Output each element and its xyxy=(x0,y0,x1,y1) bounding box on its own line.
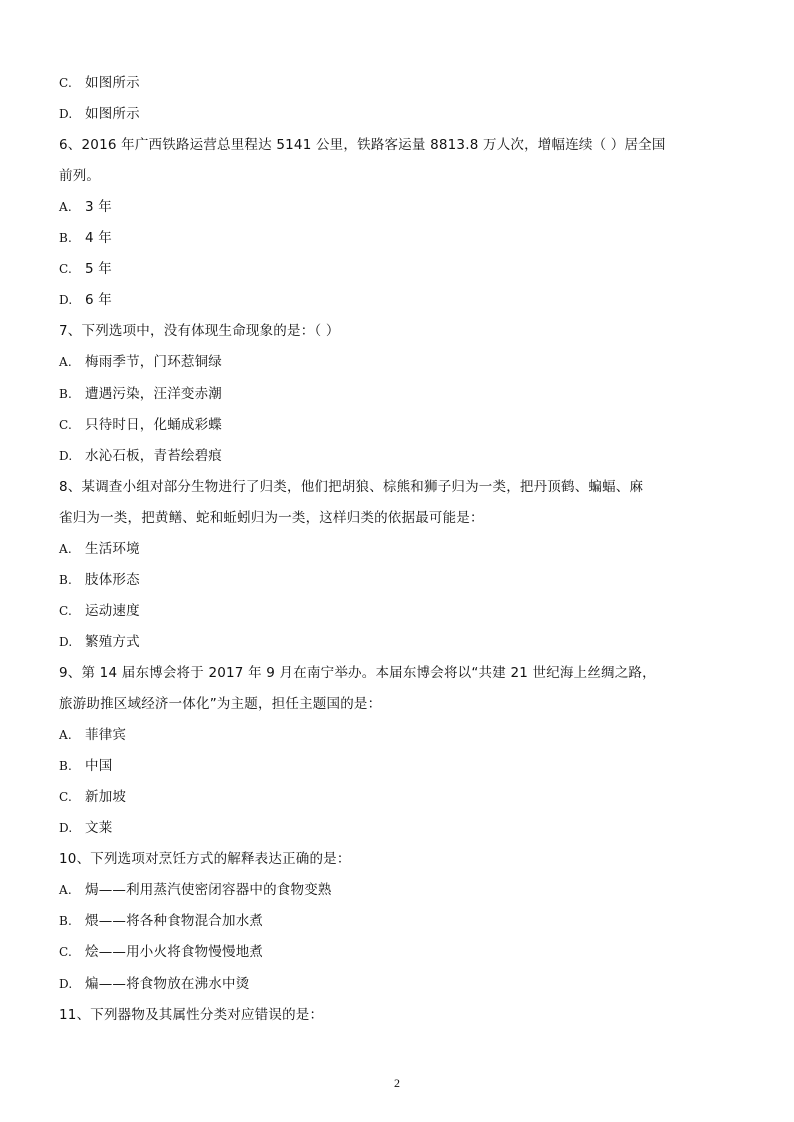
answer-option xyxy=(59,975,249,993)
answer-option xyxy=(59,819,112,837)
answer-option xyxy=(59,571,140,589)
option-text: 烩——用小火将食物慢慢地煮 xyxy=(85,944,264,961)
option-letter: A. xyxy=(59,728,72,743)
question-text: 前列。 xyxy=(59,168,101,185)
answer-option xyxy=(59,416,222,434)
answer-option xyxy=(59,198,112,216)
option-text: 水沁石板，青苔绘碧痕 xyxy=(85,447,222,464)
question-text: 6、2016 年广西铁路运营总里程达 5141 公里，铁路客运量 8813.8 万人次，增幅连续（ ）居全国 xyxy=(59,137,666,154)
option-letter: D. xyxy=(59,293,73,308)
answer-option xyxy=(59,757,112,775)
option-text: 4 年 xyxy=(85,230,112,247)
option-text: 梅雨季节，门环惹铜绿 xyxy=(85,354,222,371)
option-letter: C. xyxy=(59,945,72,960)
option-text: 如图所示 xyxy=(85,75,140,91)
option-text: 肢体形态 xyxy=(85,571,140,588)
answer-option xyxy=(59,881,332,899)
option-letter: D. xyxy=(59,448,73,463)
answer-option xyxy=(59,912,263,930)
answer-option xyxy=(59,540,140,558)
option-text: 文莱 xyxy=(85,820,113,837)
answer-option xyxy=(59,726,126,744)
answer-option xyxy=(59,229,112,247)
option-letter: B. xyxy=(59,386,73,401)
option-text: 焗——利用蒸汽使密闭容器中的食物变熟 xyxy=(85,882,332,899)
option-letter: A. xyxy=(59,355,72,370)
option-letter: B. xyxy=(59,914,73,929)
question-text: 雀归为一类，把黄鳝、蛇和蚯蚓归为一类，这样归类的依据最可能是： xyxy=(59,509,484,526)
answer-option xyxy=(59,105,140,123)
option-letter: B. xyxy=(59,759,73,774)
option-letter: C. xyxy=(59,603,72,618)
question-text: 旅游助推区域经济一体化”为主题，担任主题国的是： xyxy=(59,696,382,712)
answer-option xyxy=(59,943,263,961)
answer-option xyxy=(59,633,140,651)
option-text: 只待时日，化蛹成彩蝶 xyxy=(85,416,222,433)
answer-option xyxy=(59,291,112,309)
answer-option xyxy=(59,447,222,465)
option-letter: D. xyxy=(59,976,73,991)
option-letter: C. xyxy=(59,76,72,90)
option-letter: B. xyxy=(59,231,73,246)
answer-option xyxy=(59,74,140,92)
option-text: 生活环境 xyxy=(85,540,140,557)
option-text: 菲律宾 xyxy=(85,727,127,744)
option-text: 遭遇污染，汪洋变赤潮 xyxy=(85,385,222,402)
question-text: 11、下列器物及其属性分类对应错误的是： xyxy=(59,1006,324,1023)
option-text: 如图所示 xyxy=(85,106,140,122)
option-letter: D. xyxy=(59,634,73,649)
option-letter: D. xyxy=(59,107,73,121)
option-letter: C. xyxy=(59,790,72,805)
question-text: 7、下列选项中，没有体现生命现象的是：（ ） xyxy=(59,323,340,340)
option-letter: C. xyxy=(59,417,72,432)
option-text: 煨——将各种食物混合加水煮 xyxy=(85,913,264,930)
option-letter: A. xyxy=(59,541,72,556)
option-text: 6 年 xyxy=(85,292,112,309)
page-number: 2 xyxy=(394,1076,400,1090)
answer-option xyxy=(59,788,126,806)
option-letter: B. xyxy=(59,572,73,587)
option-text: 中国 xyxy=(85,758,113,775)
question-text: 10、下列选项对烹饪方式的解释表达正确的是： xyxy=(59,851,351,868)
answer-option xyxy=(59,602,140,620)
option-letter: C. xyxy=(59,262,72,277)
option-letter: A. xyxy=(59,883,72,898)
option-text: 3 年 xyxy=(85,199,112,216)
option-text: 新加坡 xyxy=(85,789,127,806)
option-letter: D. xyxy=(59,821,73,836)
option-text: 繁殖方式 xyxy=(85,633,140,650)
question-text: 9、第 14 届东博会将于 2017 年 9 月在南宁举办。本届东博会将以“共建 21 世纪海上丝绸之路， xyxy=(59,665,656,681)
answer-option xyxy=(59,260,112,278)
question-text: 8、某调查小组对部分生物进行了归类，他们把胡狼、棕熊和狮子归为一类，把丹顶鹤、蝙蝠、麻 xyxy=(59,478,644,495)
option-text: 运动速度 xyxy=(85,602,140,619)
answer-option xyxy=(59,385,222,403)
option-text: 煸——将食物放在沸水中烫 xyxy=(85,975,250,992)
option-letter: A. xyxy=(59,200,72,215)
answer-option xyxy=(59,353,222,371)
option-text: 5 年 xyxy=(85,261,112,278)
